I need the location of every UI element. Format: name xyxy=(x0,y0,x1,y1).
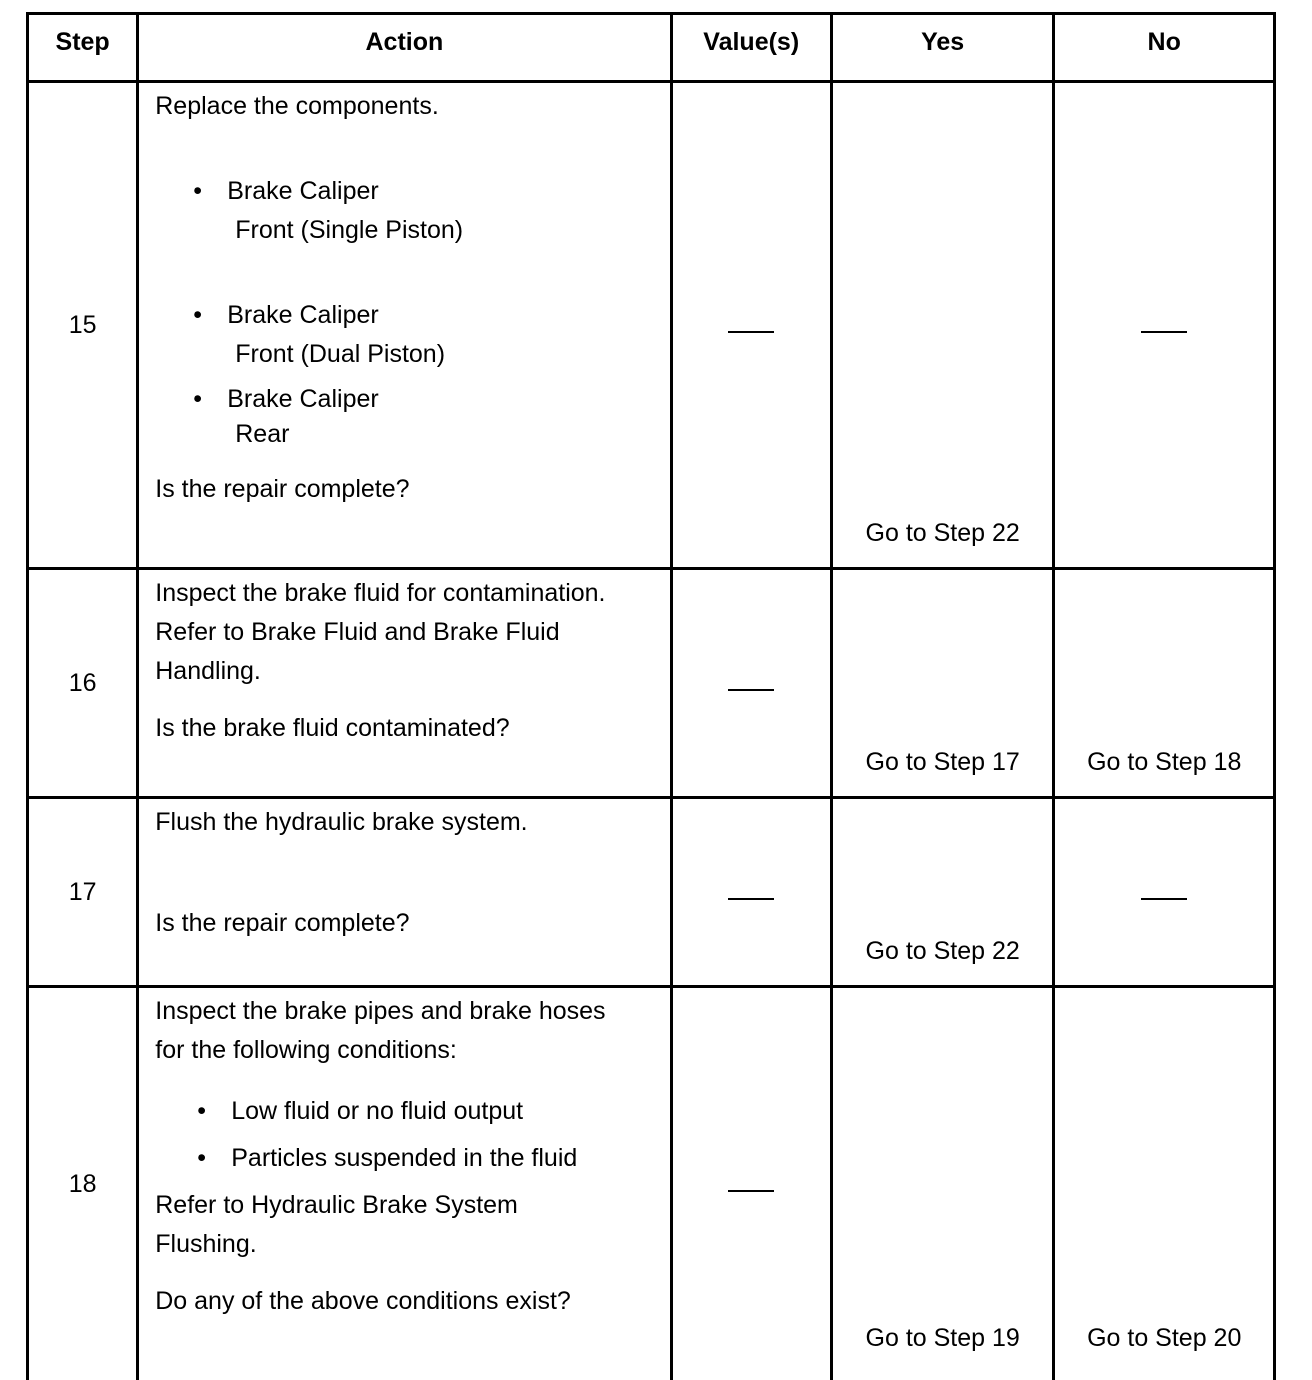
list-item: • Particles suspended in the fluid xyxy=(197,1139,659,1178)
value-cell xyxy=(671,82,831,569)
action-question: Is the repair complete? xyxy=(155,904,659,943)
action-cell xyxy=(138,987,671,1380)
table-row xyxy=(28,82,1275,569)
list-item xyxy=(193,382,659,452)
action-cell xyxy=(138,798,671,987)
header-step: Step xyxy=(28,14,138,82)
yes-result: Go to Step 22 xyxy=(831,798,1054,987)
action-line: Handling. xyxy=(155,652,659,691)
step-number: 18 xyxy=(28,987,138,1380)
table-row xyxy=(28,987,1275,1380)
header-action: Action xyxy=(138,14,671,82)
action-question: Is the repair complete? xyxy=(155,470,659,509)
action-line: for the following conditions: xyxy=(155,1031,659,1070)
empty-value-dash xyxy=(1141,898,1187,900)
action-line: Flushing. xyxy=(155,1225,659,1264)
action-line: Inspect the brake pipes and brake hoses xyxy=(155,992,659,1031)
no-result: Go to Step 18 xyxy=(1054,569,1275,798)
yes-result: Go to Step 19 xyxy=(831,987,1054,1380)
list-item-detail: Rear xyxy=(227,417,659,452)
list-item xyxy=(193,296,659,374)
condition-list xyxy=(155,1092,659,1178)
action-line: Refer to Hydraulic Brake System xyxy=(155,1186,659,1225)
yes-result: Go to Step 17 xyxy=(831,569,1054,798)
header-values: Value(s) xyxy=(671,14,831,82)
no-result: Go to Step 20 xyxy=(1054,987,1275,1380)
yes-result: Go to Step 22 xyxy=(831,82,1054,569)
action-intro: Replace the components. xyxy=(155,87,659,126)
step-number: 16 xyxy=(28,569,138,798)
component-list xyxy=(155,172,659,452)
no-result xyxy=(1054,82,1275,569)
action-cell xyxy=(138,82,671,569)
value-cell xyxy=(671,569,831,798)
step-number: 15 xyxy=(28,82,138,569)
header-yes: Yes xyxy=(831,14,1054,82)
empty-value-dash xyxy=(1141,331,1187,333)
action-cell xyxy=(138,569,671,798)
table-row xyxy=(28,569,1275,798)
list-item-detail: Front (Dual Piston) xyxy=(227,335,659,374)
empty-value-dash xyxy=(728,898,774,900)
list-item-title: Brake Caliper xyxy=(227,177,378,205)
list-item: • Low fluid or no fluid output xyxy=(197,1092,659,1131)
value-cell xyxy=(671,798,831,987)
no-result xyxy=(1054,798,1275,987)
action-line: Inspect the brake fluid for contamination. xyxy=(155,574,659,613)
list-item-title: Brake Caliper xyxy=(227,301,378,329)
empty-value-dash xyxy=(728,689,774,691)
action-question: Is the brake fluid contaminated? xyxy=(155,709,659,748)
header-no: No xyxy=(1054,14,1275,82)
value-cell xyxy=(671,987,831,1380)
list-item xyxy=(193,172,659,250)
empty-value-dash xyxy=(728,1190,774,1192)
header-row xyxy=(28,14,1275,82)
action-line: Refer to Brake Fluid and Brake Fluid xyxy=(155,613,659,652)
empty-value-dash xyxy=(728,331,774,333)
action-question: Do any of the above conditions exist? xyxy=(155,1282,659,1321)
list-item-title: Brake Caliper xyxy=(227,385,378,413)
table-row xyxy=(28,798,1275,987)
list-item-detail: Front (Single Piston) xyxy=(227,211,659,250)
step-number: 17 xyxy=(28,798,138,987)
diagnostic-table xyxy=(26,12,1276,1380)
action-intro: Flush the hydraulic brake system. xyxy=(155,803,659,842)
